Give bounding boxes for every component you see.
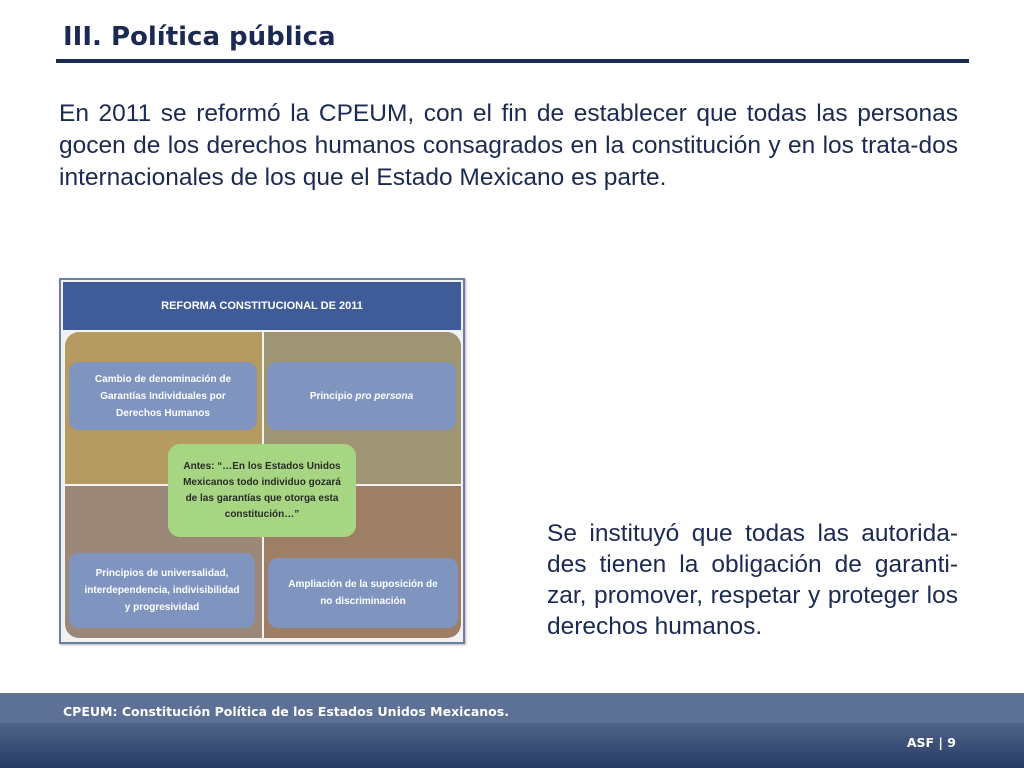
intro-paragraph: En 2011 se reformó la CPEUM, con el fin de establecer que todas las personas gocen de los derechos humanos consagrados en la constitución y en los trata-dos internacionales de los que el Estado Mexicano es parte. xyxy=(59,100,958,191)
box-pro-persona-prefix: Principio xyxy=(309,390,356,402)
box-non-discrimination xyxy=(268,558,458,628)
slide-title: III. Política pública xyxy=(63,22,336,52)
title-divider xyxy=(56,59,969,63)
box-pro-persona-italic: pro persona xyxy=(355,390,414,402)
note-paragraph: Se instituyó que todas las autorida-des tienen la obligación de garanti-zar, promover, respetar y proteger los derechos humanos. xyxy=(547,520,958,640)
footnote: CPEUM: Constitución Política de los Estados Unidos Mexicanos. xyxy=(63,704,509,719)
diagram-header: REFORMA CONSTITUCIONAL DE 2011 xyxy=(63,282,461,330)
box-pro-persona-text xyxy=(310,388,413,405)
box-principles-text: Principios de universalidad, interdependencia, indivisibilidad y progresividad xyxy=(84,568,240,613)
box-pro-persona xyxy=(267,362,456,430)
reform-diagram xyxy=(59,278,465,644)
page-number: ASF | 9 xyxy=(906,735,956,750)
box-before-text-content: Antes: “…En los Estados Unidos Mexicanos todo individuo gozará de las garantías que otorga esta constitución…” xyxy=(183,460,341,520)
box-before-text xyxy=(168,444,356,537)
box-human-rights-rename-text: Cambio de denominación de Garantías Individuales por Derechos Humanos xyxy=(94,373,232,419)
box-principles xyxy=(69,553,255,628)
box-non-discrimination-text: Ampliación de la suposición de no discriminación xyxy=(288,579,438,607)
box-human-rights-rename xyxy=(69,362,257,430)
